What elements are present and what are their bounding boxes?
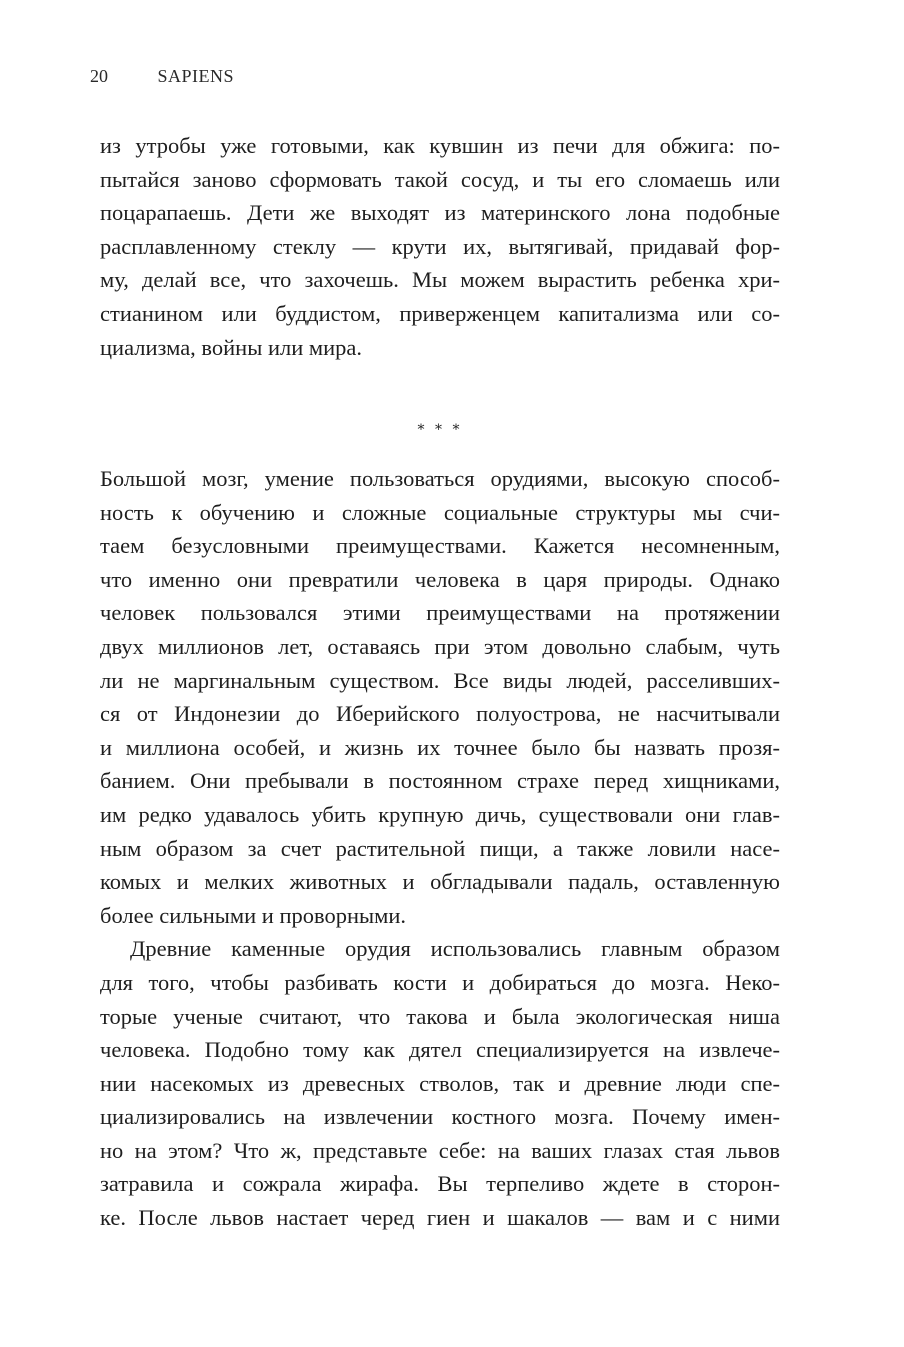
text-line: человек пользовался этими преимуществами на протяжении <box>100 600 780 626</box>
text-line: торые ученые считают, что такова и была экологическая ниша <box>100 1003 780 1029</box>
text-line: поцарапаешь. Дети же выходят из материнского лона подобные <box>100 200 780 226</box>
text-line: му, делай все, что захочешь. Мы можем вырастить ребенка хри- <box>100 267 780 293</box>
text-line: ность к обучению и сложные социальные структуры мы счи- <box>100 499 780 525</box>
text-line: банием. Они пребывали в постоянном страхе перед хищниками, <box>100 768 780 794</box>
text-line: для того, чтобы разбивать кости и добираться до мозга. Неко- <box>100 969 780 995</box>
text-line: им редко удавалось убить крупную дичь, существовали они глав- <box>100 801 780 827</box>
text-line: ке. После львов настает черед гиен и шакалов — вам и с ними <box>100 1205 780 1231</box>
text-line: комых и мелких животных и обгладывали падаль, оставленную <box>100 869 780 895</box>
book-title: SAPIENS <box>157 66 235 86</box>
section-divider: * * * <box>417 422 463 438</box>
text-line: расплавленному стеклу — крути их, вытягивай, придавай фор- <box>100 233 780 259</box>
text-line: затравила и сожрала жирафа. Вы терпеливо ждете в сторон- <box>100 1171 780 1197</box>
text-line: циализировались на извлечении костного мозга. Почему имен- <box>100 1104 780 1130</box>
text-line: ся от Индонезии до Иберийского полуострова, не насчитывали <box>100 701 780 727</box>
main-text <box>100 462 780 1235</box>
text-line: нии насекомых из древесных стволов, так и древние люди спе- <box>100 1070 780 1096</box>
text-line: циализма, войны или мира. <box>100 334 363 360</box>
page-number: 20 <box>90 66 108 86</box>
text-line: двух миллионов лет, оставаясь при этом довольно слабым, чуть <box>100 633 780 659</box>
text-line: таем безусловными преимуществами. Кажется несомненным, <box>100 533 780 559</box>
text-line: более сильными и проворными. <box>100 902 407 928</box>
text-line: стианином или буддистом, приверженцем капитализма или со- <box>100 300 780 326</box>
text-line: но на этом? Что ж, представьте себе: на ваших глазах стая львов <box>100 1137 780 1163</box>
text-line: пытайся заново сформовать такой сосуд, и ты его сломаешь или <box>100 166 780 192</box>
text-line: и миллиона особей, и жизнь их точнее было бы назвать прозя- <box>100 734 780 760</box>
paragraph-1 <box>100 129 780 364</box>
text-line: что именно они превратили человека в царя природы. Однако <box>100 566 780 592</box>
text-line: из утробы уже готовыми, как кувшин из печи для обжига: по- <box>100 133 780 158</box>
running-head <box>90 66 234 87</box>
text-line: Большой мозг, умение пользоваться орудиями, высокую способ- <box>100 466 780 491</box>
text-line: ли не маргинальным существом. Все виды людей, расселивших- <box>100 667 780 693</box>
text-line: Древние каменные орудия использовались главным образом <box>130 936 780 962</box>
paragraph-3 <box>100 932 780 1234</box>
paragraph-2 <box>100 462 780 932</box>
text-line: человека. Подобно тому как дятел специализируется на извлече- <box>100 1037 780 1063</box>
text-line: ным образом за счет растительной пищи, а также ловили насе- <box>100 835 780 861</box>
